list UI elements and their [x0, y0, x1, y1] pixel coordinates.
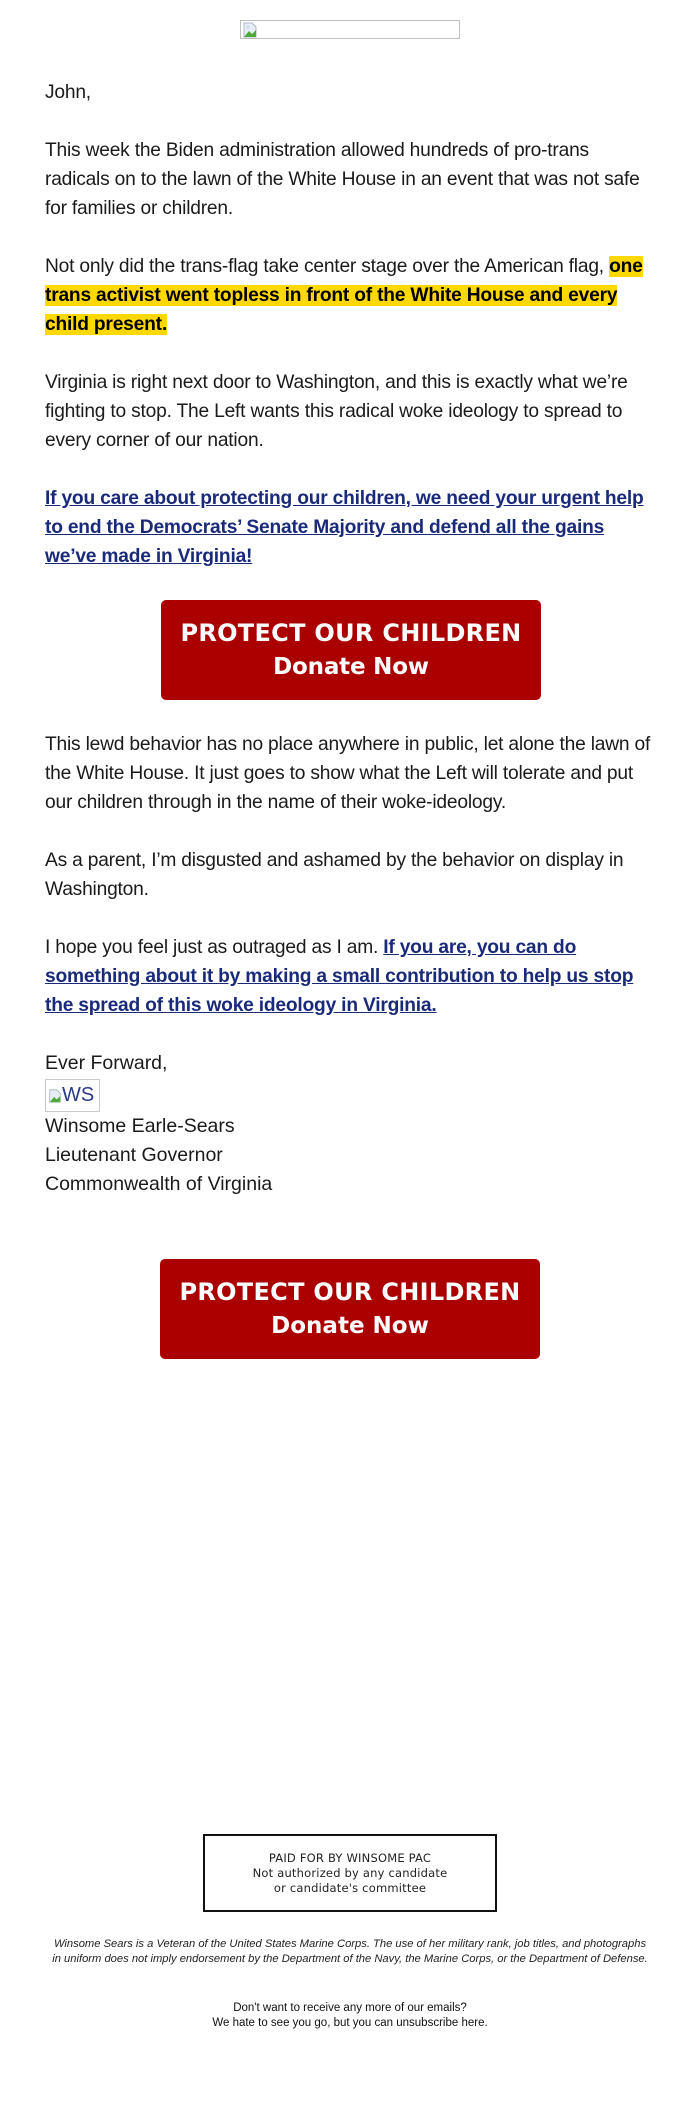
military-disclaimer: Winsome Sears is a Veteran of the United States Marine Corps. The use of her military rank, job titles, and photographs in uniform does not imply endorsement by the Department of the Navy, the Marine Corps, or the Department of Defense.: [52, 1938, 648, 1965]
header-banner-image: [240, 20, 460, 39]
donate-button-container: [45, 600, 657, 700]
donate-text-link[interactable]: If you care about protecting our children, we need your urgent help to end the Democrats’ Senate Majority and defend all the gains we’ve made in Virginia!: [45, 488, 644, 567]
paragraph-outraged-text: I hope you feel just as outraged as I am.: [45, 937, 384, 958]
donate-button-bottom[interactable]: [160, 1259, 540, 1359]
broken-image-icon: [242, 22, 258, 38]
donate-button-line2: Donate Now: [273, 654, 429, 680]
paragraph-parent: As a parent, I’m disgusted and ashamed by the behavior on display in Washington.: [45, 850, 624, 900]
donate-button-line1: PROTECT OUR CHILDREN: [180, 619, 522, 647]
broken-image-icon: [48, 1089, 62, 1103]
paragraph-biden-event: This week the Biden administration allowed hundreds of pro-trans radicals on to the lawn of the White House in an event that was not safe for families or children.: [45, 140, 640, 219]
paragraph-virginia: Virginia is right next door to Washington, and this is exactly what we’re fighting to stop. The Left wants this radical woke ideology to spread to every corner of our nation.: [45, 372, 628, 451]
paid-for-disclaimer-box: [203, 1834, 497, 1912]
unsubscribe-section: [50, 2001, 650, 2030]
signature-org: Commonwealth of Virginia: [45, 1173, 273, 1195]
signature-block: [45, 1049, 657, 1199]
paid-for-line3: or candidate's committee: [273, 1881, 427, 1895]
signature-image-alt: WS: [62, 1084, 95, 1106]
greeting: John,: [45, 82, 91, 103]
unsubscribe-question: Don't want to receive any more of our emails?: [233, 2002, 467, 2014]
paragraph-lewd-behavior: This lewd behavior has no place anywhere in public, let alone the lawn of the White House. It just goes to show what the Left will tolerate and put our children through in the name of their woke-ideology.: [45, 734, 651, 813]
signature-closing: Ever Forward,: [45, 1052, 168, 1074]
donate-button[interactable]: [161, 600, 541, 700]
highlighted-text: one trans activist went topless in front of the White House and every child present.: [45, 256, 643, 335]
donate-button-line2: Donate Now: [271, 1313, 429, 1339]
signature-image: [45, 1079, 100, 1112]
paid-for-line1: PAID FOR BY WINSOME PAC: [268, 1851, 432, 1865]
signature-name: Winsome Earle-Sears: [45, 1115, 235, 1137]
paid-for-line2: Not authorized by any candidate: [252, 1866, 448, 1880]
email-body: [45, 78, 657, 1199]
donate-button-line1: PROTECT OUR CHILDREN: [179, 1278, 521, 1306]
contribution-text-link[interactable]: If you are, you can do something about it by making a small contribution to help us stop the spread of this woke ideology in Virginia.: [45, 937, 634, 1016]
paragraph-flag-text: Not only did the trans-flag take center stage over the American flag,: [45, 256, 610, 277]
signature-title: Lieutenant Governor: [45, 1144, 223, 1166]
paragraph-appeal: [45, 484, 657, 571]
paragraph-outraged: [45, 933, 657, 1020]
paragraph-flag: [45, 252, 657, 339]
unsubscribe-link[interactable]: We hate to see you go, but you can unsubscribe here.: [212, 2016, 488, 2029]
